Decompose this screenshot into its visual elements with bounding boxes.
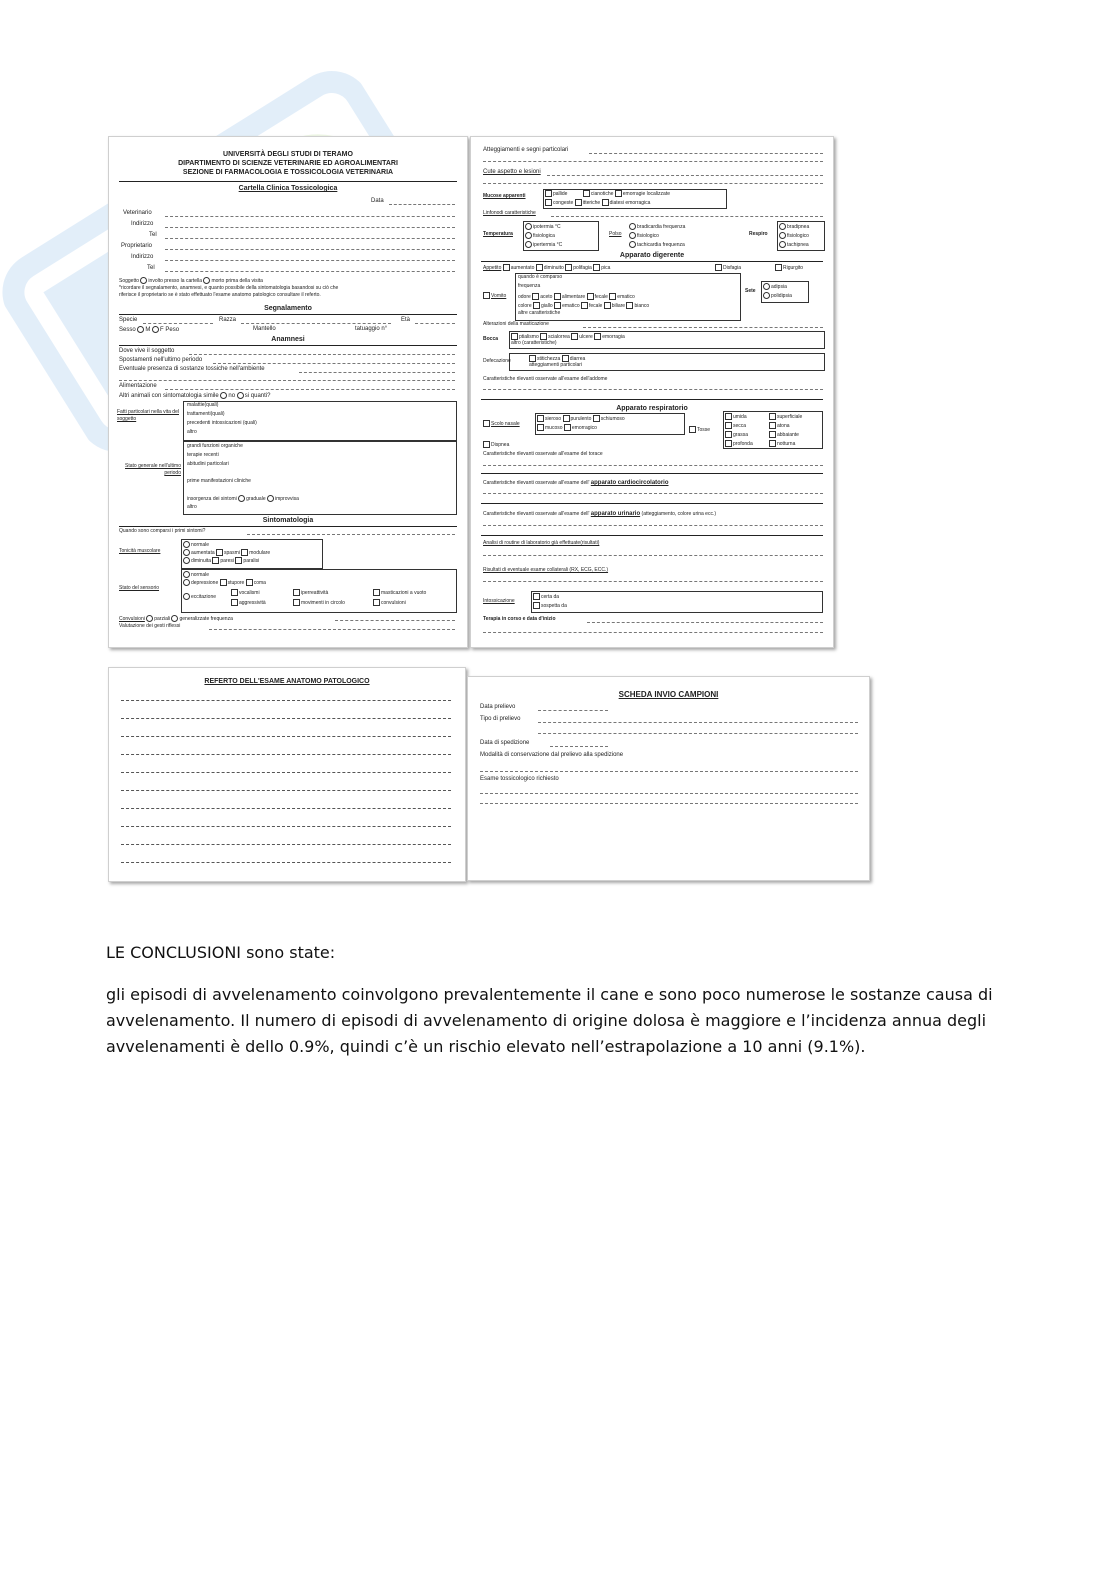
sensorio-option: vocalismi — [231, 589, 260, 596]
polso-option: fisiologico — [629, 232, 659, 239]
owner-field-label: Indirizzo — [131, 221, 154, 227]
intossicazione-label: Intossicazione — [483, 598, 515, 604]
stato-label: Stato generale nell'ultimo periodo — [125, 463, 181, 476]
form-header-line-2: DIPARTIMENTO DI SCIENZE VETERINARIE ED AGROALIMENTARI — [178, 160, 398, 167]
section-anamnesi: Anamnesi — [271, 336, 305, 343]
note-line: riferisce il proprietario se è stato effettuato l'esame anatomo patologico consultare il referto. — [119, 292, 321, 298]
scolo-label: Scolo nasale — [483, 420, 520, 427]
bocca-options: ptialismo scialorrea ulcere emorragia — [511, 333, 625, 340]
section-segnalamento: Segnalamento — [264, 305, 312, 312]
cardio-row: Caratteristiche rilevanti osservate all'esame dell' apparato cardiocircolatorio — [483, 480, 669, 486]
sample-line-label: Tipo di prelievo — [480, 716, 521, 722]
sample-line-label: Data di spedizione — [480, 740, 530, 746]
atteggiamenti-label: Atteggiamenti e segni particolari — [483, 147, 569, 153]
temperatura-option: fisiologica — [525, 232, 555, 239]
form-header-line-1: UNIVERSITÀ DEGLI STUDI DI TERAMO — [223, 151, 353, 158]
fatti-label: Fatti particolari nella vita del soggetto — [117, 409, 179, 422]
sensorio-option: iperreattività — [293, 589, 328, 596]
stato-item-insorgenza: insorgenza dei sintomi graduale improvvisa — [187, 495, 299, 502]
temperatura-option: ipertermia °C — [525, 241, 562, 248]
dispnea-label: Dispnea — [483, 441, 509, 448]
form-page-sample-shipping — [467, 676, 870, 881]
necropsy-title: REFERTO DELL'ESAME ANATOMO PATOLOGICO — [204, 678, 370, 685]
tosse-option: notturna — [769, 440, 795, 447]
fatti-item: malattie(quali) — [187, 402, 219, 408]
cute-label: Cute aspetto e lesioni — [483, 169, 541, 175]
fatti-item: trattamenti(quali) — [187, 411, 225, 417]
owner-field-label: Proprietario — [121, 243, 153, 249]
sample-line-label: Data prelievo — [480, 704, 516, 710]
vomito-label: Vomito — [483, 292, 506, 299]
quando-label: Quando sono comparsi i primi sintomi? — [119, 528, 206, 534]
data-label: Data — [371, 198, 384, 204]
tonicita-option: normale — [183, 541, 209, 548]
tosse-option: abbaiante — [769, 431, 799, 438]
mantello-label: Mantello — [253, 326, 276, 332]
respiro-option: fisiologico — [779, 232, 809, 239]
owner-field-label: Indirizzo — [131, 254, 154, 260]
section-digerente: Apparato digerente — [619, 252, 685, 259]
sensorio-option: aggressività — [231, 599, 266, 606]
form-page-clinical-record — [108, 136, 468, 648]
temperatura-label: Temperatura — [483, 231, 513, 237]
intossicazione-row: sospetta da — [533, 602, 567, 609]
bocca-label: Bocca — [483, 336, 499, 342]
torace-label: Caratteristiche rilevanti osservate all'esame del torace — [483, 451, 603, 457]
polso-option: bradicardia frequenza — [629, 223, 685, 230]
form-page-clinical-exam — [470, 136, 834, 648]
owner-field-label: Tel — [149, 232, 157, 238]
scolo-options: mucoso emorragico — [537, 424, 597, 431]
convulsioni-row: Convulsioni parziali generalizzate frequenza — [119, 615, 233, 622]
fatti-item: altro — [187, 429, 197, 435]
sensorio-options: depressione stupore coma — [183, 579, 266, 586]
respiro-option: bradipnea — [779, 223, 809, 230]
polso-option: tachicardia frequenza — [629, 241, 685, 248]
fatti-item: precedenti intossicazioni (quali) — [187, 420, 257, 426]
sensorio-option: masticazioni a vuoto — [373, 589, 426, 596]
terapia-label: Terapia in corso e data d'inizio — [483, 616, 556, 622]
stato-item: abitudini particolari — [187, 461, 229, 467]
anamnesi-line: Dove vive il soggetto — [119, 348, 175, 354]
stato-item: altro — [187, 504, 197, 510]
owner-field-label: Tel — [147, 265, 155, 271]
tatuaggio-label: tatuaggio n° — [355, 326, 388, 332]
polso-label: Polso — [609, 231, 622, 237]
owner-field-label: Veterinario — [123, 210, 152, 216]
temperatura-option: ipotermia °C — [525, 223, 561, 230]
risultati-label: Risultati di eventuale esame collaterali (RX, ECG, ECC.) — [483, 567, 609, 573]
form-header-line-3: SEZIONE DI FARMACOLOGIA E TOSSICOLOGIA VETERINARIA — [182, 169, 394, 176]
anamnesi-line: Spostamenti nell'ultimo periodo — [119, 357, 203, 363]
razza-label: Razza — [219, 317, 237, 323]
sete-option: polidipsia — [763, 292, 792, 299]
tosse-option: superficiale — [769, 413, 802, 420]
tonicita-label: Tonicità muscolare — [119, 548, 161, 554]
tosse-option: grassa — [725, 431, 748, 438]
defecazione-options: stitichezza diarrea — [529, 355, 585, 362]
respiro-option: tachipnea — [779, 241, 809, 248]
scolo-options: sieroso purulento schiumoso — [537, 415, 625, 422]
defecazione-item: atteggiamenti particolari — [529, 362, 583, 368]
intossicazione-row: certa da — [533, 593, 559, 600]
addome-label: Caratteristiche rilevanti osservate all'esame dell'addome — [483, 376, 608, 382]
vomito-row: colore giallo ematico fecale biliare bianco — [518, 302, 650, 309]
stato-item: grandi funzioni organiche — [187, 443, 243, 449]
form-page-necropsy-report — [108, 667, 466, 882]
linfonodi-label: Linfonodi caratteristiche — [483, 210, 536, 216]
rigurgito-option: Rigurgito — [775, 264, 803, 271]
tosse-option: secca — [725, 422, 746, 429]
alterazioni-label: Alterazioni della masticazione — [483, 321, 549, 327]
section-respiratorio: Apparato respiratorio — [616, 405, 688, 412]
tonicita-options: aumentata spasmi modulare — [183, 549, 270, 556]
vomito-item: frequenza — [518, 283, 541, 289]
sete-label: Sete — [745, 288, 756, 294]
altri-animali-row: Altri animali con sintomatologia simile no si quanti? — [119, 393, 271, 400]
mucose-options: pallide cianotiche emorragie localizzate — [545, 190, 670, 197]
note-line: *ricordare il segnalamento, anamnesi, e quanto possibile della sintomatologia basandosi su ciò che — [119, 285, 339, 291]
conclusions-title: LE CONCLUSIONI sono state: — [106, 943, 336, 962]
valutazione-label: Valutazione dei gesti riflessi — [119, 623, 181, 629]
bocca-item: altro (caratteristiche) — [511, 340, 557, 346]
mucose-label: Mucose apparenti — [483, 193, 526, 199]
analisi-label: Analisi di routine di laboratorio già effettuate(risultati) — [483, 540, 600, 546]
defecazione-label: Defecazione — [483, 358, 511, 364]
urinario-row: Caratteristiche rilevanti osservate all'esame dell' apparato urinario (atteggiamento, colore urina ecc.) — [483, 511, 717, 517]
sensorio-label: Stato del sensorio — [119, 585, 160, 591]
tosse-label: Tosse — [689, 426, 710, 433]
tosse-option: umida — [725, 413, 747, 420]
sensorio-option: convulsioni — [373, 599, 406, 606]
mucose-options: congeste itteriche diatesi emorragica — [545, 199, 650, 206]
sensorio-option: normale — [183, 571, 209, 578]
sesso-row: Sesso M F Peso — [119, 327, 180, 334]
eta-label: Età — [401, 317, 411, 323]
anamnesi-line: Alimentazione — [119, 383, 157, 389]
sensorio-option: movimenti in circolo — [293, 599, 345, 606]
soggetto-row: Soggetto involto presso la cartella morto prima della visita — [119, 277, 263, 284]
form-title: Cartella Clinica Tossicologica — [238, 185, 338, 192]
respiro-label: Respiro — [749, 231, 768, 237]
sample-title: SCHEDA INVIO CAMPIONI — [618, 690, 719, 699]
conclusions-paragraph: gli episodi di avvelenamento coinvolgono prevalentemente il cane e sono poco numerose le sostanze causa di avvelenamento. Il numero di episodi di avvelenamento di origine dolosa è maggiore e l’incidenza annua degli avvelenamenti è dello 0.9%, quindi c’è un rischio elevato nell’estrapolazione a 10 anni (9.1%). — [106, 985, 993, 1056]
appetito-row: Appetito aumentato diminuito polifagia pica — [483, 264, 611, 271]
tosse-option: profonda — [725, 440, 753, 447]
vomito-item: altre caratteristiche — [518, 310, 561, 316]
sensorio-option: eccitazione — [183, 593, 216, 600]
section-sintomatologia: Sintomatologia — [262, 517, 314, 524]
vomito-row: odore aceto alimentare fecale ematico — [518, 293, 635, 300]
sete-option: adipsia — [763, 283, 787, 290]
sample-line-label: Modalità di conservazione dal prelievo alla spedizione — [480, 752, 624, 758]
sample-line-label: Esame tossicologico richiesto — [480, 776, 559, 782]
disfagia-option: Disfagia — [715, 264, 741, 271]
vomito-item: quando è comparso — [518, 274, 563, 280]
tonicita-options: diminuita paresi paralisi — [183, 557, 259, 564]
tosse-option: atona — [769, 422, 790, 429]
stato-item: prime manifestazioni cliniche — [187, 478, 251, 484]
anamnesi-line: Eventuale presenza di sostanze tossiche nell'ambiente — [119, 366, 265, 372]
stato-item: terapie recenti — [187, 452, 219, 458]
specie-label: Specie — [119, 317, 138, 323]
